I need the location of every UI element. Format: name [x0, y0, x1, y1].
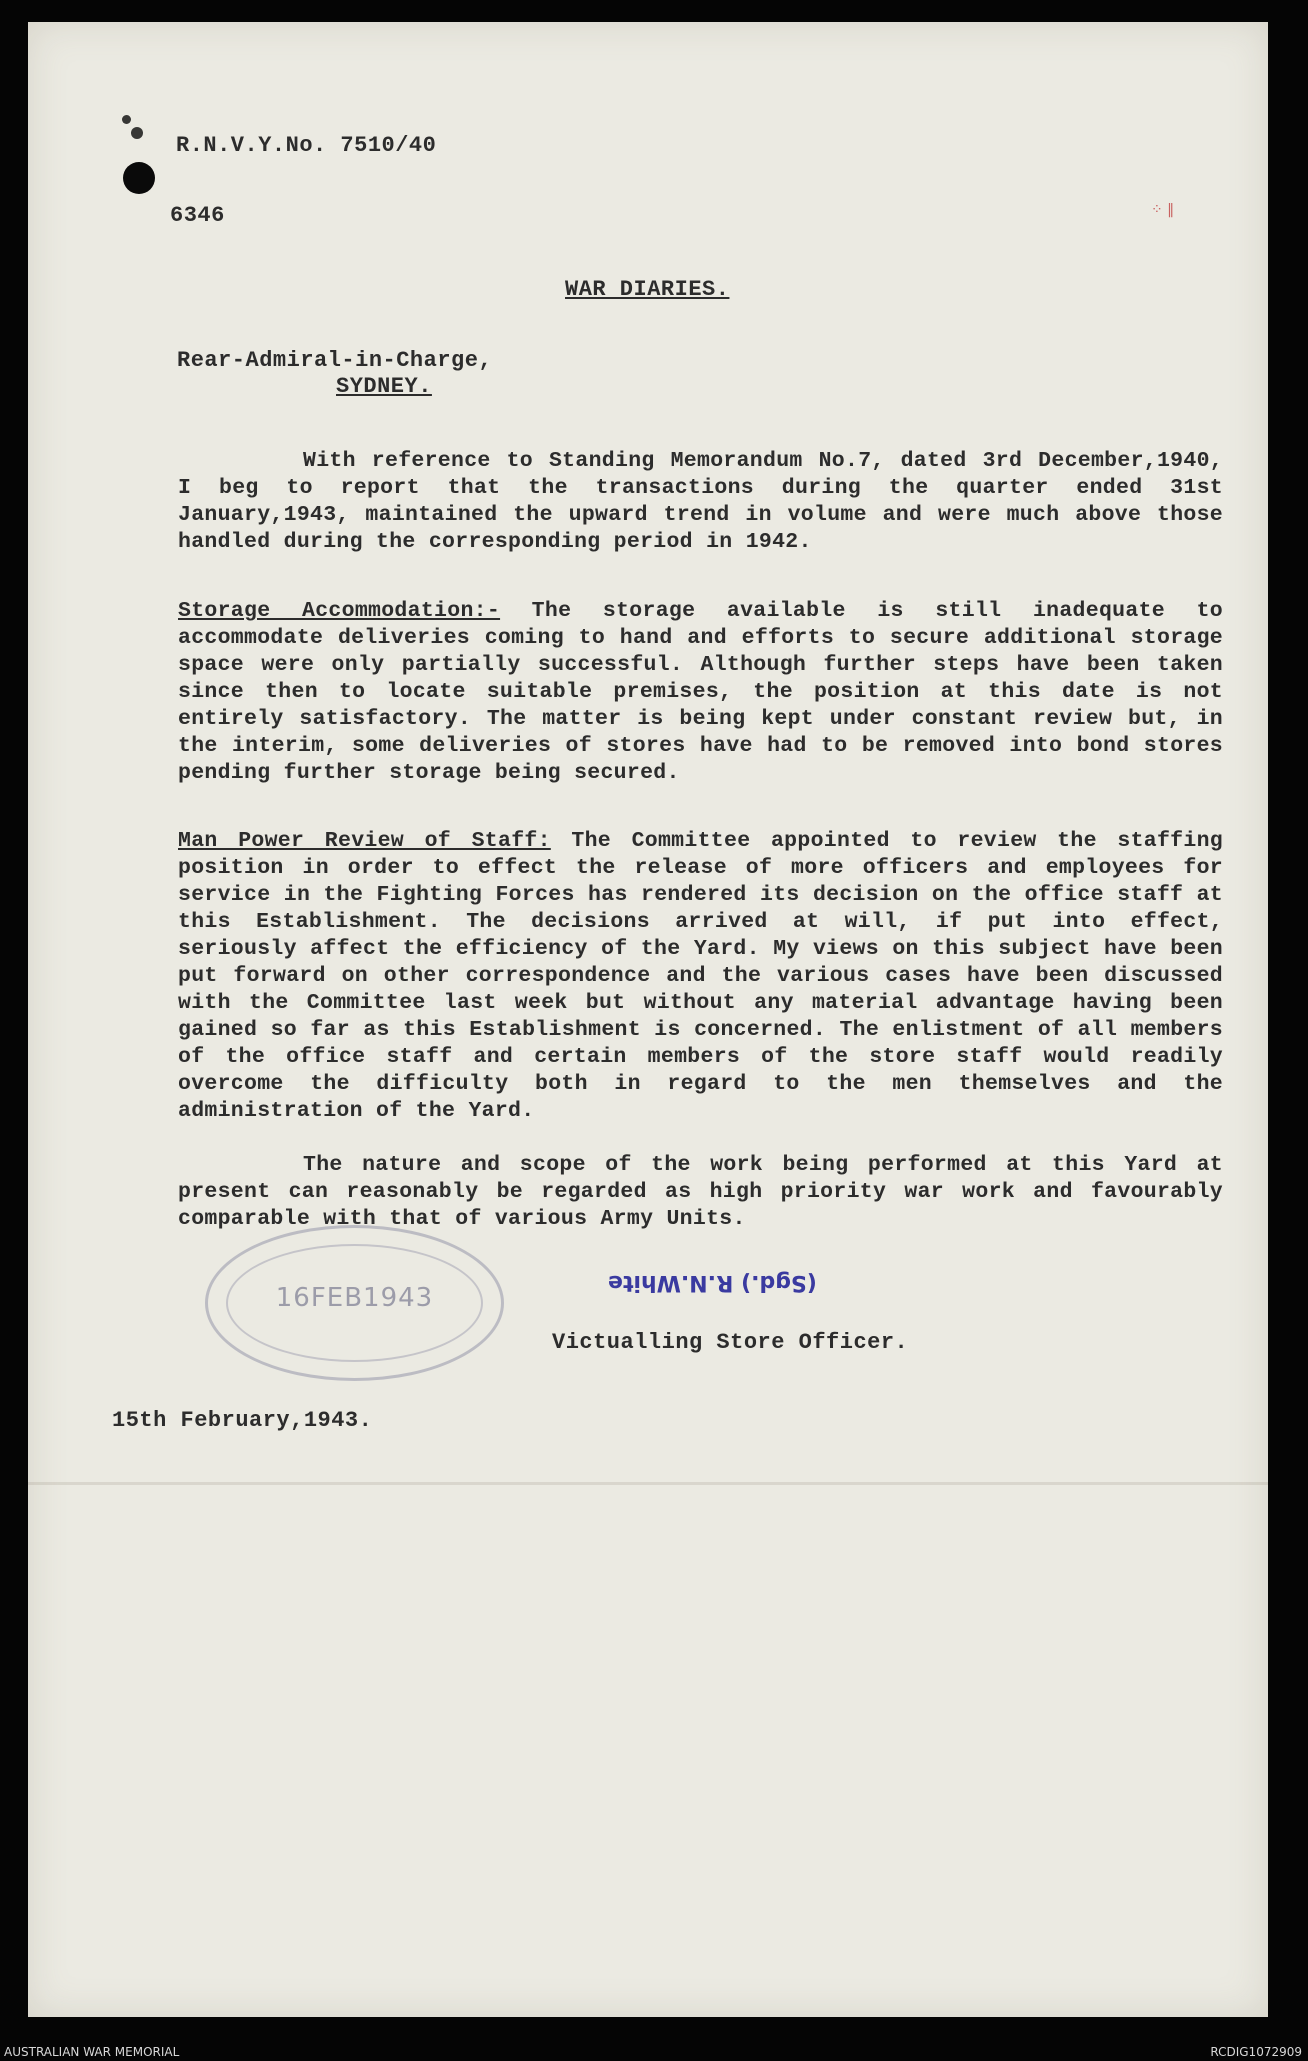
paragraph-storage: [178, 598, 1223, 787]
paper-fold: [28, 1482, 1268, 1485]
paragraph-intro: With reference to Standing Memorandum No.7, dated 3rd December,1940, I beg to report that the transactions during the quarter ended 31st January,1943, maintained the upward trend in volume and were much above those handled during the corresponding period in 1942.: [178, 449, 1223, 554]
punch-hole-icon: [131, 127, 143, 139]
footer-archive-name: AUSTRALIAN WAR MEMORIAL: [4, 2045, 180, 2059]
manpower-body: The Committee appointed to review the staffing position in order to effect the release of more officers and employees for service in the Fighting Forces has rendered its decision on the office staff at this Establishment. The decisions arrived at will, if put into effect, seriously affect the efficiency of the Yard. My views on this subject have been put forward on other correspondence and the various cases have been discussed with the Committee last week but without any material advantage having been gained so far as this Establishment is concerned. The enlistment of all members of the office staff and certain members of the store staff would readily overcome the difficulty both in regard to the men themselves and the administration of the Yard.: [178, 829, 1223, 1123]
signatory-title: Victualling Store Officer.: [552, 1330, 909, 1355]
punch-hole-icon: [123, 162, 155, 194]
addressee-line-2: SYDNEY.: [336, 374, 432, 399]
paragraph-manpower: [178, 828, 1223, 1125]
received-stamp: [205, 1225, 504, 1381]
file-number: 6346: [170, 203, 225, 228]
storage-heading: Storage Accommodation:-: [178, 599, 501, 623]
punch-hole-icon: [122, 115, 131, 124]
document-title: WAR DIARIES.: [565, 277, 730, 302]
signature-stamp: (Sgd.) R.N.White: [608, 1270, 817, 1295]
stamp-date: 16FEB1943: [275, 1283, 434, 1313]
paragraph-nature: The nature and scope of the work being performed at this Yard at present can reasonably be regarded as high priority war work and favourably comparable with that of various Army Units.: [178, 1153, 1223, 1231]
footer-record-id: RCDIG1072909: [1210, 2045, 1302, 2059]
reference-number: R.N.V.Y.No. 7510/40: [176, 133, 437, 158]
red-pencil-mark: ⁘ ‖: [1151, 202, 1175, 218]
addressee-line-1: Rear-Admiral-in-Charge,: [177, 348, 493, 373]
storage-body: The storage available is still inadequate to accommodate deliveries coming to hand and efforts to secure additional storage space were only partially successful. Although further steps have been taken since then to locate suitable premises, the position at this date is not entirely satisfactory. The matter is being kept under constant review but, in the interim, some deliveries of stores have had to be removed into bond stores pending further storage being secured.: [178, 599, 1223, 785]
document-date: 15th February,1943.: [112, 1408, 373, 1433]
manpower-heading: Man Power Review of Staff:: [178, 829, 551, 853]
